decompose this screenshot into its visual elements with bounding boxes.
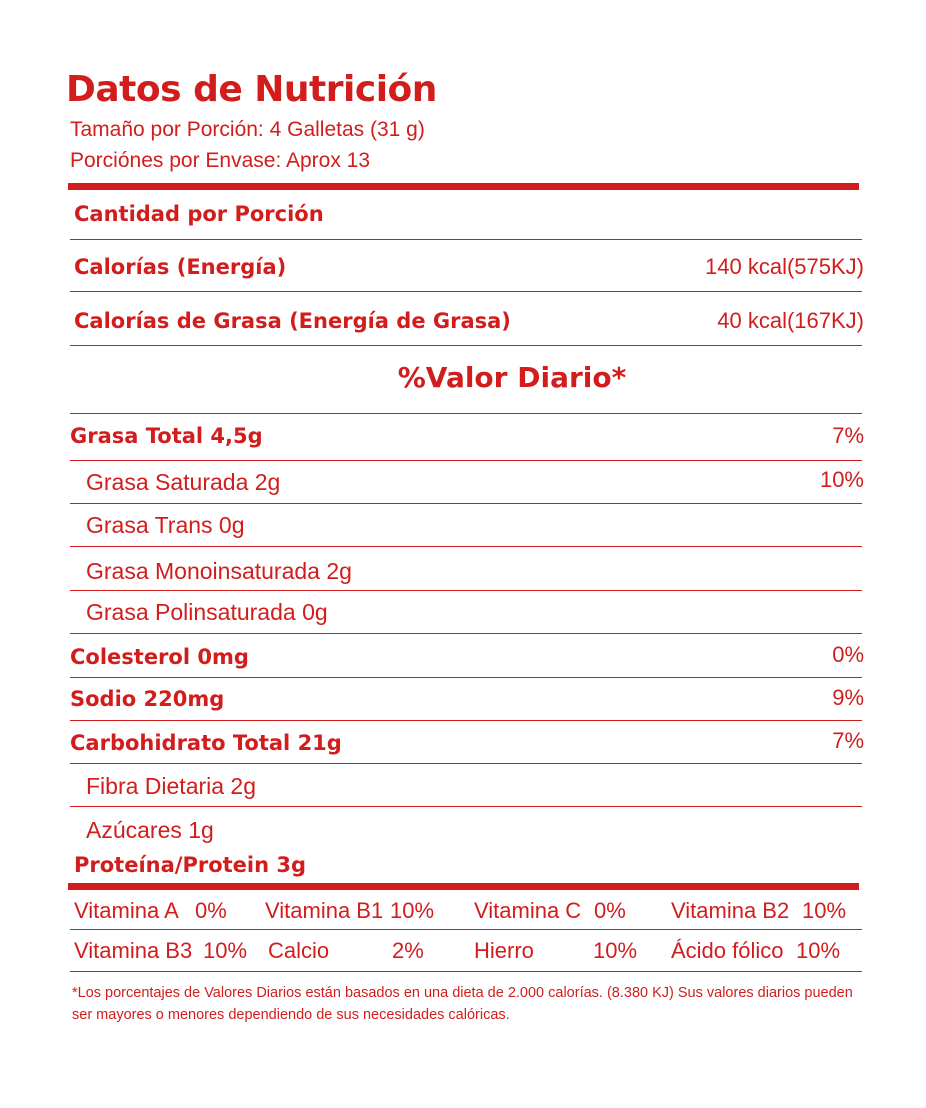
nutrient-value: 0% [832, 642, 864, 667]
serving-size: Tamaño por Porción: 4 Galletas (31 g) [70, 118, 425, 141]
vitamin-label: Calcio [268, 938, 330, 963]
divider [70, 239, 862, 240]
vitamin-value: 2% [392, 938, 424, 963]
amount-per-serving: Cantidad por Porción [74, 202, 324, 226]
label-title: Datos de Nutrición [66, 69, 437, 110]
thick-divider-top [68, 183, 859, 190]
nutrient-value: 7% [832, 728, 864, 753]
daily-value-heading: %Valor Diario* [397, 361, 627, 394]
vitamin-value: 10% [203, 938, 248, 963]
divider [70, 633, 862, 634]
vitamin-value: 10% [390, 898, 435, 923]
divider [70, 460, 862, 461]
vitamin-value: 10% [796, 938, 841, 963]
vitamin-label: Hierro [474, 938, 534, 963]
nutrient-label: Sodio 220mg [70, 687, 225, 711]
divider [70, 677, 862, 678]
divider [70, 291, 862, 292]
divider [70, 971, 862, 972]
footnote: *Los porcentajes de Valores Diarios están basados en una dieta de 2.000 calorías. (8.380 KJ) Sus valores diarios pueden ser mayores o menores dependiendo de sus necesidades calóricas. [72, 985, 853, 1023]
nutrient-value: 7% [832, 423, 864, 448]
vitamin-value: 0% [594, 898, 626, 923]
vitamin-label: Vitamina B3 [74, 938, 193, 963]
vitamin-label: Vitamina C [474, 898, 582, 923]
vitamin-label: Vitamina B2 [671, 898, 790, 923]
nutrient-value: 9% [832, 685, 864, 710]
divider [70, 806, 862, 807]
divider [70, 413, 862, 414]
nutrient-label: Grasa Trans 0g [86, 512, 245, 538]
divider [70, 763, 862, 764]
fat-calories-value: 40 kcal(167KJ) [717, 308, 864, 333]
divider [70, 345, 862, 346]
nutrient-value: 10% [819, 467, 864, 492]
thick-divider-bottom [68, 883, 859, 890]
nutrient-label: Grasa Monoinsaturada 2g [86, 558, 352, 584]
calories-label: Calorías (Energía) [74, 255, 287, 279]
nutrient-label: Fibra Dietaria 2g [86, 773, 257, 799]
vitamin-value: 10% [802, 898, 847, 923]
divider [70, 546, 862, 547]
fat-calories-label: Calorías de Grasa (Energía de Grasa) [74, 309, 511, 333]
divider [70, 503, 862, 504]
divider [70, 590, 862, 591]
vitamin-value: 10% [593, 938, 638, 963]
vitamin-value: 0% [195, 898, 227, 923]
nutrient-label: Azúcares 1g [86, 817, 214, 843]
vitamin-label: Vitamina B1 [265, 898, 384, 923]
calories-value: 140 kcal(575KJ) [705, 254, 864, 279]
divider [70, 720, 862, 721]
nutrient-label: Carbohidrato Total 21g [70, 731, 342, 755]
servings-per-container: Porciónes por Envase: Aprox 13 [70, 149, 371, 172]
nutrient-label: Grasa Total 4,5g [70, 424, 263, 448]
nutrient-label: Grasa Polinsaturada 0g [86, 599, 328, 625]
nutrient-label: Proteína/Protein 3g [74, 853, 307, 877]
vitamin-label: Vitamina A [74, 898, 179, 923]
vitamin-label: Ácido fólico [671, 938, 784, 963]
nutrient-label: Colesterol 0mg [70, 645, 249, 669]
nutrient-label: Grasa Saturada 2g [86, 469, 281, 495]
divider [70, 929, 862, 930]
